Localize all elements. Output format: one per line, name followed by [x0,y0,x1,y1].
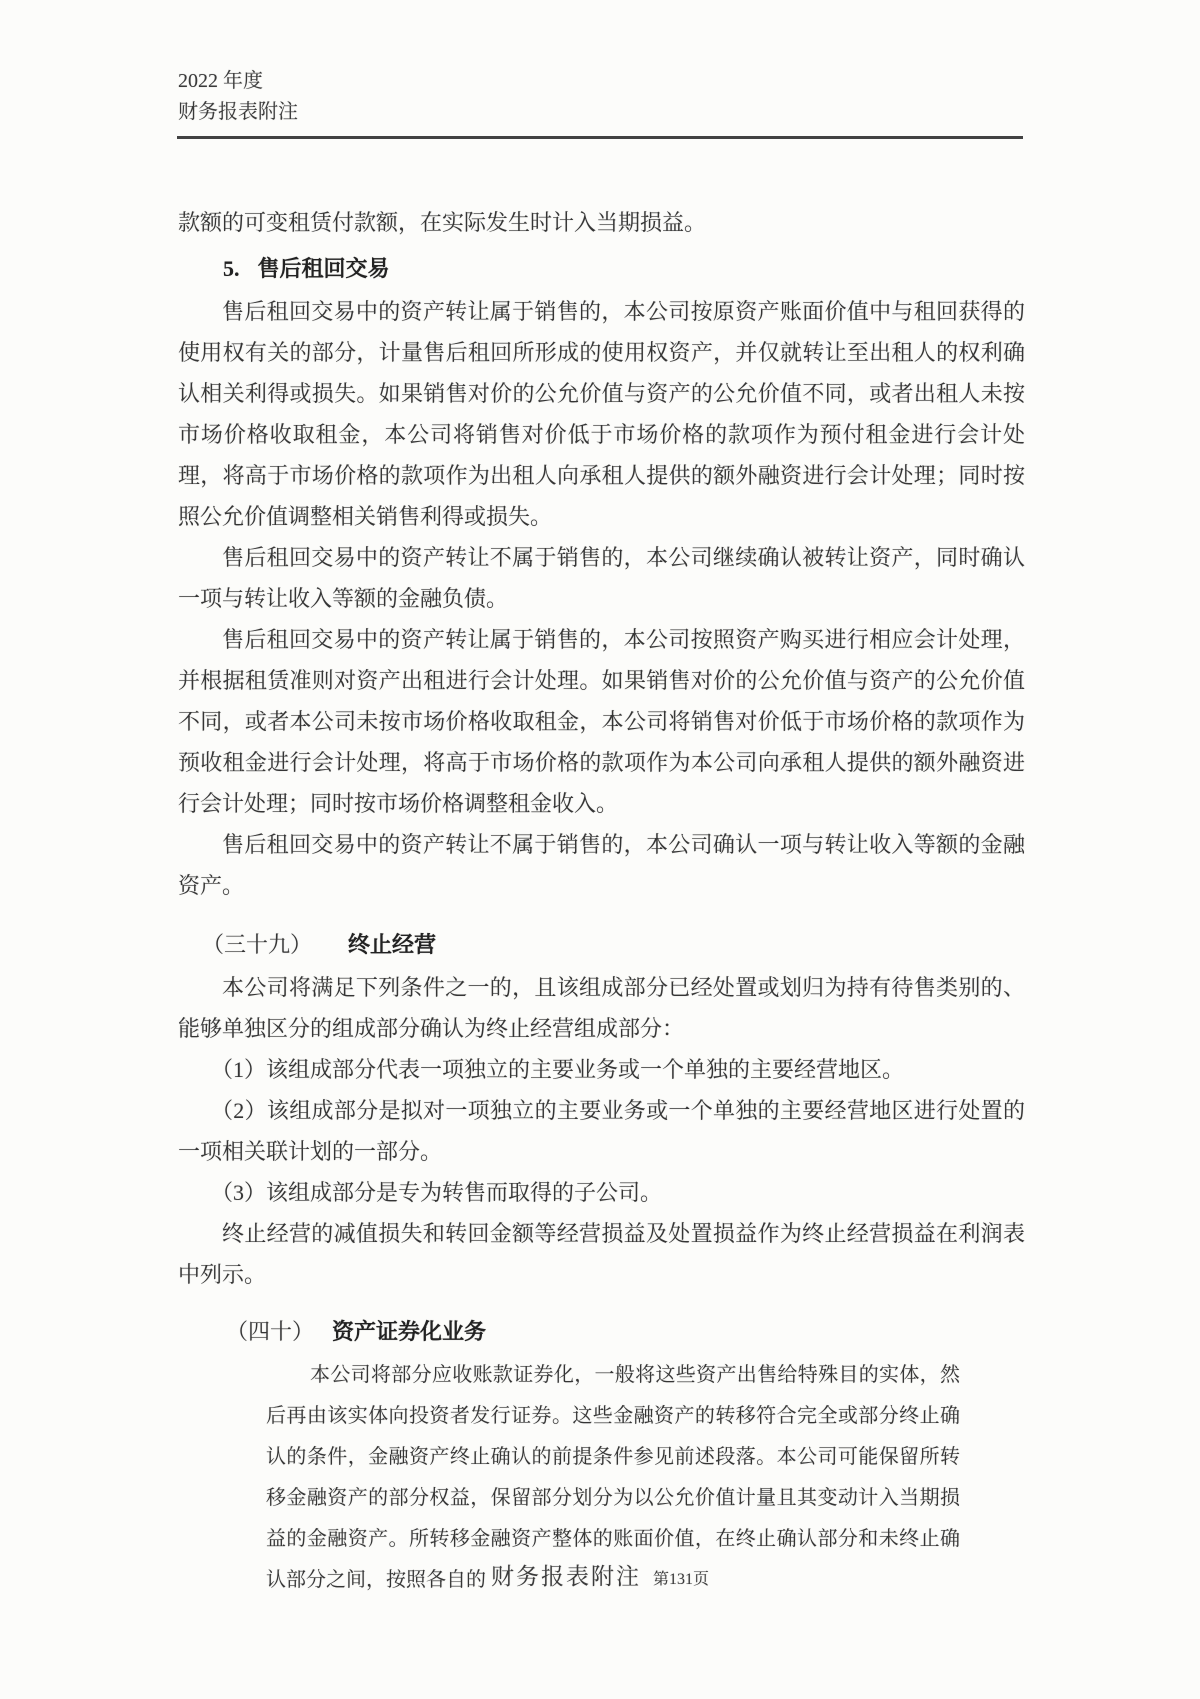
continuation-paragraph: 款额的可变租赁付款额，在实际发生时计入当期损益。 [178,210,707,235]
footer-title: 财务报表附注 [490,1564,641,1589]
section-title: 资产证券化业务 [332,1319,487,1344]
section-number: 5. [223,256,240,281]
section-number: （四十） [226,1319,315,1344]
section-heading-discontinued-operations [202,924,1025,965]
page-footer [0,1558,1200,1591]
header-year-line: 2022 年度 [178,70,263,92]
header-divider [177,136,1023,139]
header-title-line: 财务报表附注 [178,101,298,123]
list-item: （1）该组成部分代表一项独立的主要业务或一个单独的主要经营地区。 [211,1057,905,1082]
list-item: （3）该组成部分是专为转售而取得的子公司。 [211,1180,663,1205]
section-heading-securitization [226,1311,1025,1352]
footer-page-number: 第131页 [652,1571,709,1588]
section-title: 终止经营 [348,932,437,957]
paragraph: 售后租回交易中的资产转让不属于销售的，本公司确认一项与转让收入等额的金融资产。 [178,832,1025,898]
section-heading-sale-leaseback [223,248,1025,289]
section-number: （三十九） [202,932,313,957]
paragraph: 售后租回交易中的资产转让属于销售的，本公司按照资产购买进行相应会计处理，并根据租赁准则对资产出租进行会计处理。如果销售对价的公允价值与资产的公允价值不同，或者本公司未按市场价格收取租金，本公司将销售对价低于市场价格的款项作为预收租金进行会计处理，将高于市场价格的款项作为本公司向承租人提供的额外融资进行会计处理；同时按市场价格调整租金收入。 [178,627,1025,816]
document-body [178,202,1025,1601]
paragraph: 售后租回交易中的资产转让不属于销售的，本公司继续确认被转让资产，同时确认一项与转让收入等额的金融负债。 [178,545,1025,611]
section-title: 售后租回交易 [257,256,390,281]
paragraph: 售后租回交易中的资产转让属于销售的，本公司按原资产账面价值中与租回获得的使用权有关的部分，计量售后租回所形成的使用权资产，并仅就转让至出租人的权利确认相关利得或损失。如果销售对价的公允价值与资产的公允价值不同，或者出租人未按市场价格收取租金，本公司将销售对价低于市场价格的款项作为预付租金进行会计处理，将高于市场价格的款项作为出租人向承租人提供的额外融资进行会计处理；同时按照公允价值调整相关销售利得或损失。 [178,299,1025,529]
paragraph: 本公司将满足下列条件之一的，且该组成部分已经处置或划归为持有待售类别的、能够单独区分的组成部分确认为终止经营组成部分： [178,975,1025,1041]
list-item: （2）该组成部分是拟对一项独立的主要业务或一个单独的主要经营地区进行处置的一项相关联计划的一部分。 [178,1098,1025,1164]
paragraph: 终止经营的减值损失和转回金额等经营损益及处置损益作为终止经营损益在利润表中列示。 [178,1221,1025,1287]
page-header [178,66,298,128]
paragraph: 本公司将部分应收账款证券化，一般将这些资产出售给特殊目的实体，然后再由该实体向投资者发行证券。这些金融资产的转移符合完全或部分终止确认的条件，金融资产终止确认的前提条件参见前述段落。本公司可能保留所转移金融资产的部分权益，保留部分划分为以公允价值计量且其变动计入当期损益的金融资产。所转移金融资产整体的账面价值，在终止确认部分和未终止确认部分之间，按照各自的 [266,1364,960,1591]
